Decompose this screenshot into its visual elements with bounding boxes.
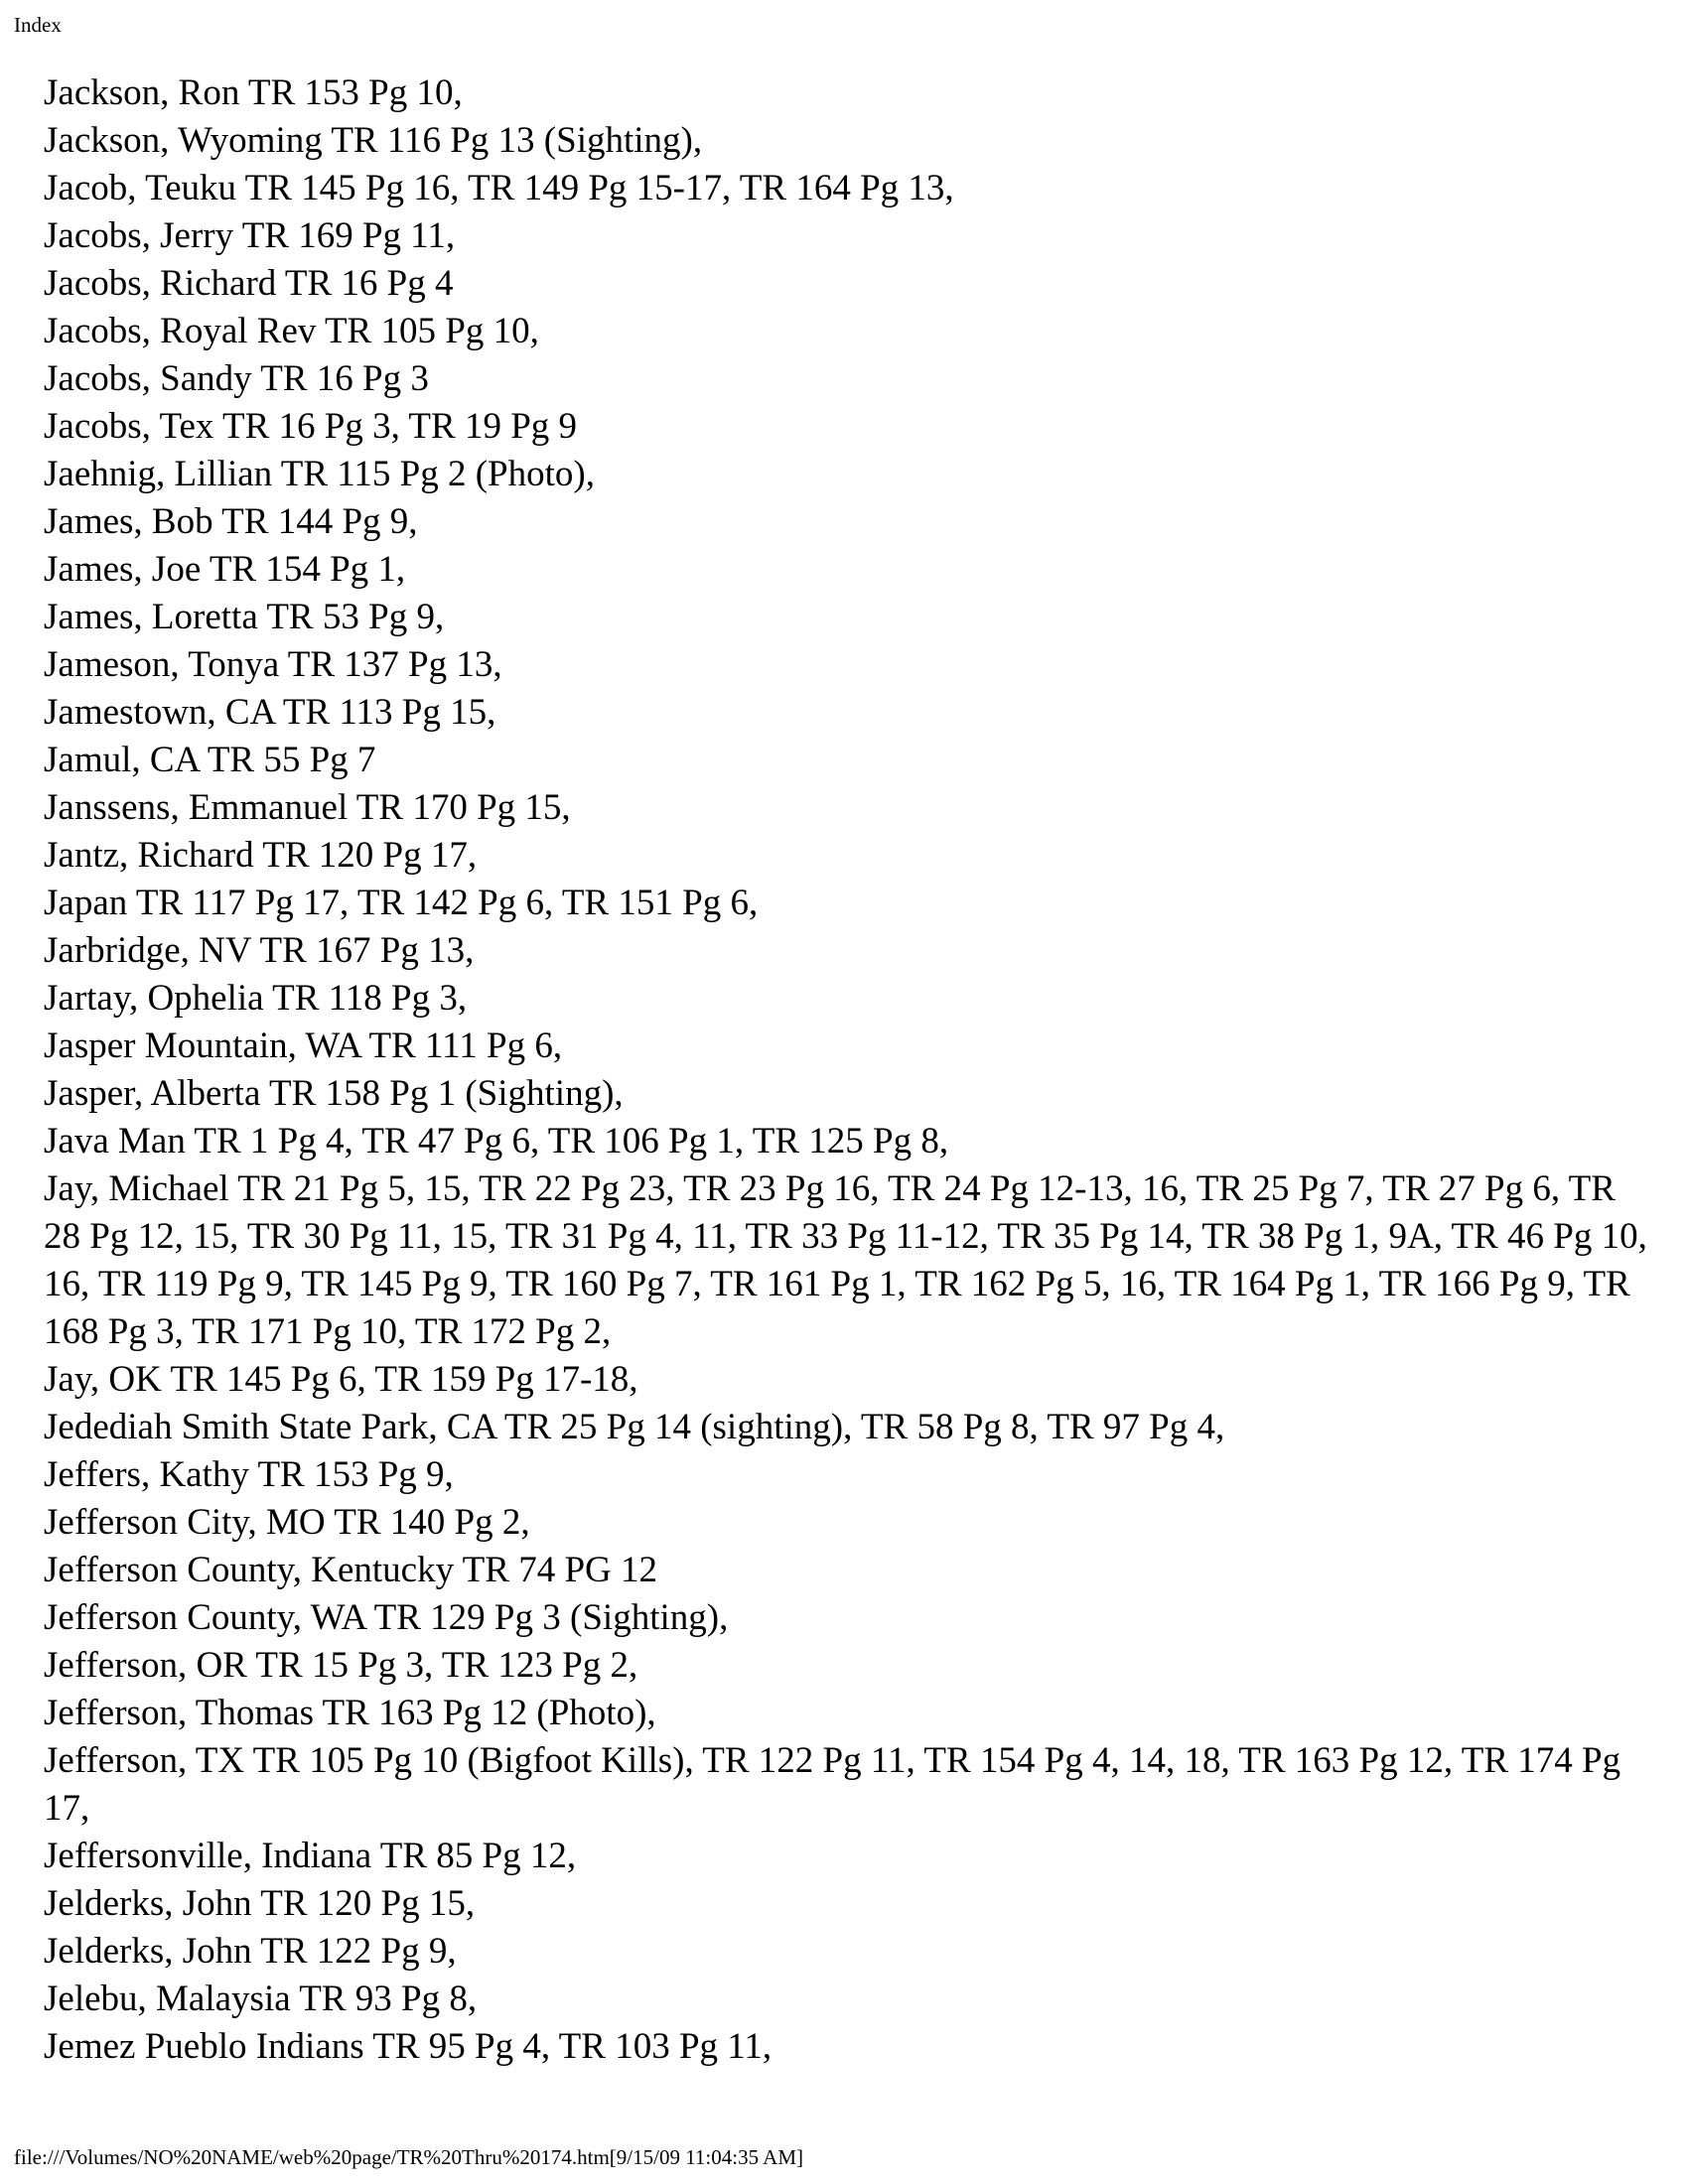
index-entry: Jefferson, TX TR 105 Pg 10 (Bigfoot Kills), TR 122 Pg 11, TR 154 Pg 4, 14, 18, TR 163 Pg 12, TR 174 Pg 17, bbox=[44, 1740, 1621, 1829]
index-entry: Jefferson County, WA TR 129 Pg 3 (Sighting), bbox=[44, 1597, 729, 1638]
page-title: Index bbox=[14, 13, 62, 37]
index-entry: Jefferson County, Kentucky TR 74 PG 12 bbox=[44, 1550, 657, 1590]
index-entry: Jasper, Alberta TR 158 Pg 1 (Sighting), bbox=[44, 1073, 624, 1114]
index-entry: Jedediah Smith State Park, CA TR 25 Pg 14 (sighting), TR 58 Pg 8, TR 97 Pg 4, bbox=[44, 1407, 1225, 1447]
index-entry: Jacobs, Jerry TR 169 Pg 11, bbox=[44, 215, 456, 256]
index-entry: Jeffersonville, Indiana TR 85 Pg 12, bbox=[44, 1836, 577, 1876]
index-entry: Jarbridge, NV TR 167 Pg 13, bbox=[44, 930, 475, 971]
index-entry: Janssens, Emmanuel TR 170 Pg 15, bbox=[44, 787, 571, 828]
index-entry: Jameson, Tonya TR 137 Pg 13, bbox=[44, 644, 502, 685]
index-entry: Java Man TR 1 Pg 4, TR 47 Pg 6, TR 106 Pg 1, TR 125 Pg 8, bbox=[44, 1121, 949, 1161]
index-entry: James, Joe TR 154 Pg 1, bbox=[44, 549, 406, 590]
index-entry: Jacobs, Richard TR 16 Pg 4 bbox=[44, 263, 454, 304]
index-entry: Jeffers, Kathy TR 153 Pg 9, bbox=[44, 1454, 454, 1495]
index-entry: James, Loretta TR 53 Pg 9, bbox=[44, 597, 445, 637]
index-entry: Jelderks, John TR 120 Pg 15, bbox=[44, 1883, 476, 1924]
index-entry: Jaehnig, Lillian TR 115 Pg 2 (Photo), bbox=[44, 454, 595, 494]
index-entry: Jacobs, Tex TR 16 Pg 3, TR 19 Pg 9 bbox=[44, 406, 578, 447]
index-entry: Jackson, Ron TR 153 Pg 10, bbox=[44, 72, 463, 113]
index-entry: Jay, Michael TR 21 Pg 5, 15, TR 22 Pg 23, TR 23 Pg 16, TR 24 Pg 12-13, 16, TR 25 Pg 7, TR 27 Pg 6, TR 28 Pg 12, 15, TR 30 Pg 11, 15, TR 31 Pg 4, 11, TR 33 Pg 11-12, TR 35 Pg 14, TR 38 Pg 1, 9A, TR 46 Pg 10, 16, TR 119 Pg 9, TR 145 Pg 9, TR 160 Pg 7, TR 161 Pg 1, TR 162 Pg 5, 16, TR 164 Pg 1, TR 166 Pg 9, TR 168 Pg 3, TR 171 Pg 10, TR 172 Pg 2, bbox=[44, 1168, 1647, 1352]
index-entry: Jamestown, CA TR 113 Pg 15, bbox=[44, 692, 496, 733]
index-entry: Jay, OK TR 145 Pg 6, TR 159 Pg 17-18, bbox=[44, 1359, 638, 1400]
page-footer-path: file:///Volumes/NO%20NAME/web%20page/TR%20Thru%20174.htm[9/15/09 11:04:35 AM] bbox=[14, 2145, 804, 2169]
index-entry: James, Bob TR 144 Pg 9, bbox=[44, 501, 418, 542]
index-entry: Jefferson, OR TR 15 Pg 3, TR 123 Pg 2, bbox=[44, 1645, 638, 1686]
index-entry: Japan TR 117 Pg 17, TR 142 Pg 6, TR 151 Pg 6, bbox=[44, 883, 759, 923]
index-entry: Jemez Pueblo Indians TR 95 Pg 4, TR 103 Pg 11, bbox=[44, 2026, 773, 2067]
index-list bbox=[44, 69, 1652, 2071]
index-entry: Jelebu, Malaysia TR 93 Pg 8, bbox=[44, 1979, 478, 2019]
index-entry: Jacob, Teuku TR 145 Pg 16, TR 149 Pg 15-17, TR 164 Pg 13, bbox=[44, 168, 954, 208]
index-entry: Jamul, CA TR 55 Pg 7 bbox=[44, 740, 376, 780]
index-entry: Jasper Mountain, WA TR 111 Pg 6, bbox=[44, 1025, 563, 1066]
index-entry: Jartay, Ophelia TR 118 Pg 3, bbox=[44, 978, 468, 1019]
index-entry: Jelderks, John TR 122 Pg 9, bbox=[44, 1931, 457, 1972]
index-entry: Jackson, Wyoming TR 116 Pg 13 (Sighting), bbox=[44, 120, 703, 161]
index-entry: Jefferson City, MO TR 140 Pg 2, bbox=[44, 1502, 530, 1543]
index-entry: Jacobs, Royal Rev TR 105 Pg 10, bbox=[44, 311, 539, 351]
index-entry: Jefferson, Thomas TR 163 Pg 12 (Photo), bbox=[44, 1693, 656, 1733]
index-entry: Jacobs, Sandy TR 16 Pg 3 bbox=[44, 358, 429, 399]
index-entry: Jantz, Richard TR 120 Pg 17, bbox=[44, 835, 478, 876]
